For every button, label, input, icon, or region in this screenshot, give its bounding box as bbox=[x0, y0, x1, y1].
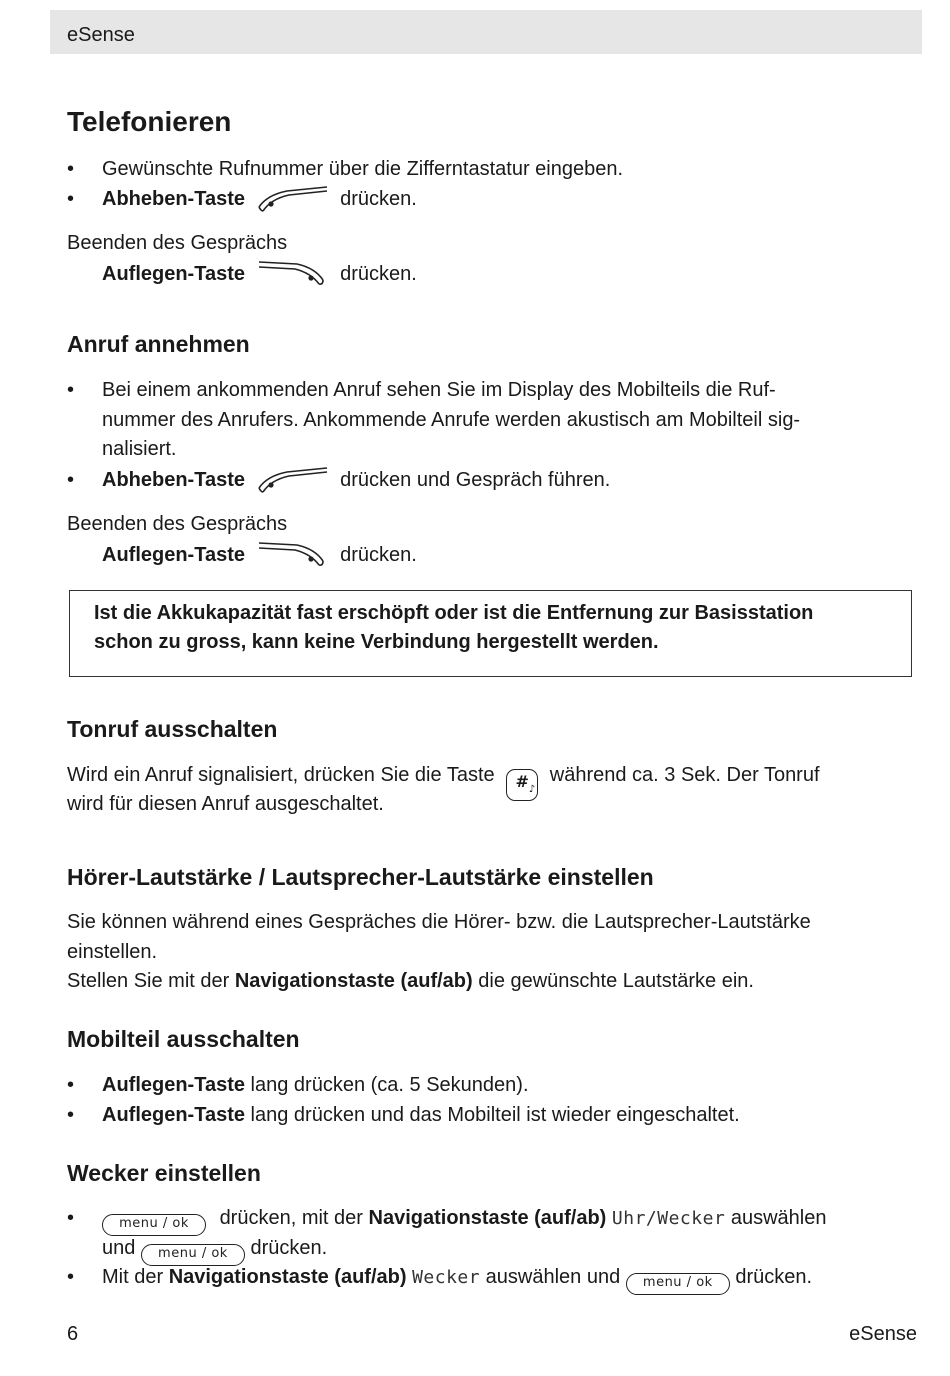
mobilteil-step-1 bbox=[102, 1071, 529, 1100]
pickup-key-icon bbox=[257, 466, 329, 503]
telefonieren-step-2 bbox=[102, 185, 417, 222]
mobilteil-step-2 bbox=[102, 1101, 740, 1130]
telefonieren-step-2-after: drücken. bbox=[340, 188, 417, 210]
key-label-auflegen: Auflegen-Taste bbox=[102, 544, 245, 566]
hash-key-sub-glyph: ♪ bbox=[528, 784, 536, 795]
mobilteil-step-2-after: lang drücken und das Mobilteil ist wieder eingeschaltet. bbox=[250, 1104, 740, 1126]
menu-ok-key-icon: menu / ok bbox=[626, 1273, 730, 1295]
wecker-step-1-line-2-before: und bbox=[102, 1237, 136, 1259]
wecker-step-2 bbox=[102, 1263, 812, 1295]
wecker-step-1-line-2-after: drücken. bbox=[250, 1237, 328, 1259]
telefonieren-end-step bbox=[102, 258, 417, 297]
section-title-lautstaerke: Hörer-Lautstärke / Lautsprecher-Lautstärke einstellen bbox=[67, 864, 654, 890]
anruf-step-1-line-2: nummer des Anrufers. Ankommende Anrufe werden akustisch am Mobilteil sig- bbox=[102, 409, 801, 431]
anruf-end-after: drücken. bbox=[340, 544, 417, 566]
note-line-1: Ist die Akkukapazität fast erschöpft oder ist die Entfernung zur Basisstation bbox=[94, 602, 814, 624]
tonruf-line-1-before: Wird ein Anruf signalisiert, drücken Sie die Taste bbox=[67, 764, 495, 786]
anruf-end-label: Beenden des Gesprächs bbox=[67, 513, 288, 535]
hash-symbol: # bbox=[515, 772, 529, 791]
lautstaerke-line-1: Sie können während eines Gespräches die Hörer- bzw. die Lautsprecher-Lautstärke bbox=[67, 911, 811, 933]
mobilteil-step-1-after: lang drücken (ca. 5 Sekunden). bbox=[250, 1074, 529, 1096]
tonruf-line-1-after: während ca. 3 Sek. Der Tonruf bbox=[549, 764, 820, 786]
section-title-anruf-annehmen: Anruf annehmen bbox=[67, 331, 250, 357]
telefonieren-end-label: Beenden des Gesprächs bbox=[67, 232, 288, 254]
bullet-marker: • bbox=[67, 1266, 75, 1288]
wecker-step-1-part-2: auswählen bbox=[730, 1207, 827, 1229]
anruf-end-step bbox=[102, 539, 417, 578]
pickup-key-icon bbox=[257, 185, 329, 222]
bullet-marker: • bbox=[67, 469, 75, 491]
section-title-telefonieren: Telefonieren bbox=[67, 106, 232, 137]
wecker-step-1-line-1 bbox=[102, 1204, 826, 1236]
wecker-step-2-after: drücken. bbox=[735, 1266, 813, 1288]
note-line-2: schon zu gross, kann keine Verbindung hergestellt werden. bbox=[94, 631, 659, 653]
bullet-marker: • bbox=[67, 1074, 75, 1096]
bullet-marker: • bbox=[67, 158, 75, 180]
telefonieren-step-1: Gewünschte Rufnummer über die Zifferntastatur eingeben. bbox=[102, 158, 624, 180]
hangup-key-icon bbox=[257, 258, 329, 297]
wecker-nav-key: Navigationstaste (auf/ab) bbox=[368, 1207, 607, 1229]
section-title-wecker: Wecker einstellen bbox=[67, 1160, 261, 1186]
lautstaerke-line-3-after: die gewünschte Lautstärke ein. bbox=[478, 970, 754, 992]
lautstaerke-line-3 bbox=[67, 967, 754, 996]
wecker-nav-key: Navigationstaste (auf/ab) bbox=[168, 1266, 407, 1288]
telefonieren-end-after: drücken. bbox=[340, 263, 417, 285]
key-label-abheben: Abheben-Taste bbox=[102, 469, 245, 491]
lautstaerke-nav-key: Navigationstaste (auf/ab) bbox=[234, 970, 473, 992]
note-box bbox=[69, 590, 912, 677]
note-text bbox=[94, 599, 904, 657]
bullet-marker: • bbox=[67, 188, 75, 210]
section-title-tonruf: Tonruf ausschalten bbox=[67, 716, 278, 742]
anruf-step-2 bbox=[102, 466, 610, 503]
lcd-text-wecker: Wecker bbox=[412, 1267, 481, 1288]
bullet-marker: • bbox=[67, 379, 75, 401]
wecker-step-2-before: Mit der bbox=[102, 1266, 164, 1288]
lcd-text-uhr-wecker: Uhr/Wecker bbox=[611, 1208, 726, 1229]
wecker-step-1-part-1: drücken, mit der bbox=[219, 1207, 363, 1229]
section-title-mobilteil: Mobilteil ausschalten bbox=[67, 1026, 300, 1052]
wecker-step-1-line-2 bbox=[102, 1234, 327, 1266]
key-label-abheben: Abheben-Taste bbox=[102, 188, 245, 210]
tonruf-line-2: wird für diesen Anruf ausgeschaltet. bbox=[67, 793, 384, 815]
key-label-auflegen: Auflegen-Taste bbox=[102, 1074, 245, 1096]
hash-key-icon bbox=[506, 769, 538, 801]
wecker-step-2-mid: auswählen und bbox=[485, 1266, 621, 1288]
header-bar bbox=[50, 10, 922, 54]
menu-ok-key-icon: menu / ok bbox=[102, 1214, 206, 1236]
key-label-auflegen: Auflegen-Taste bbox=[102, 263, 245, 285]
anruf-step-2-after: drücken und Gespräch führen. bbox=[340, 469, 611, 491]
lautstaerke-line-3-before: Stellen Sie mit der bbox=[67, 970, 230, 992]
bullet-marker: • bbox=[67, 1207, 75, 1229]
key-label-auflegen: Auflegen-Taste bbox=[102, 1104, 245, 1126]
anruf-step-1-line-1: Bei einem ankommenden Anruf sehen Sie im Display des Mobilteils die Ruf- bbox=[102, 379, 776, 401]
anruf-step-1-line-3: nalisiert. bbox=[102, 438, 177, 460]
lautstaerke-line-2: einstellen. bbox=[67, 941, 158, 963]
menu-ok-key-icon: menu / ok bbox=[141, 1244, 245, 1266]
hangup-key-icon bbox=[257, 539, 329, 578]
footer-brand: eSense bbox=[849, 1323, 917, 1345]
page-number: 6 bbox=[67, 1323, 79, 1345]
bullet-marker: • bbox=[67, 1104, 75, 1126]
header-brand: eSense bbox=[67, 24, 135, 46]
